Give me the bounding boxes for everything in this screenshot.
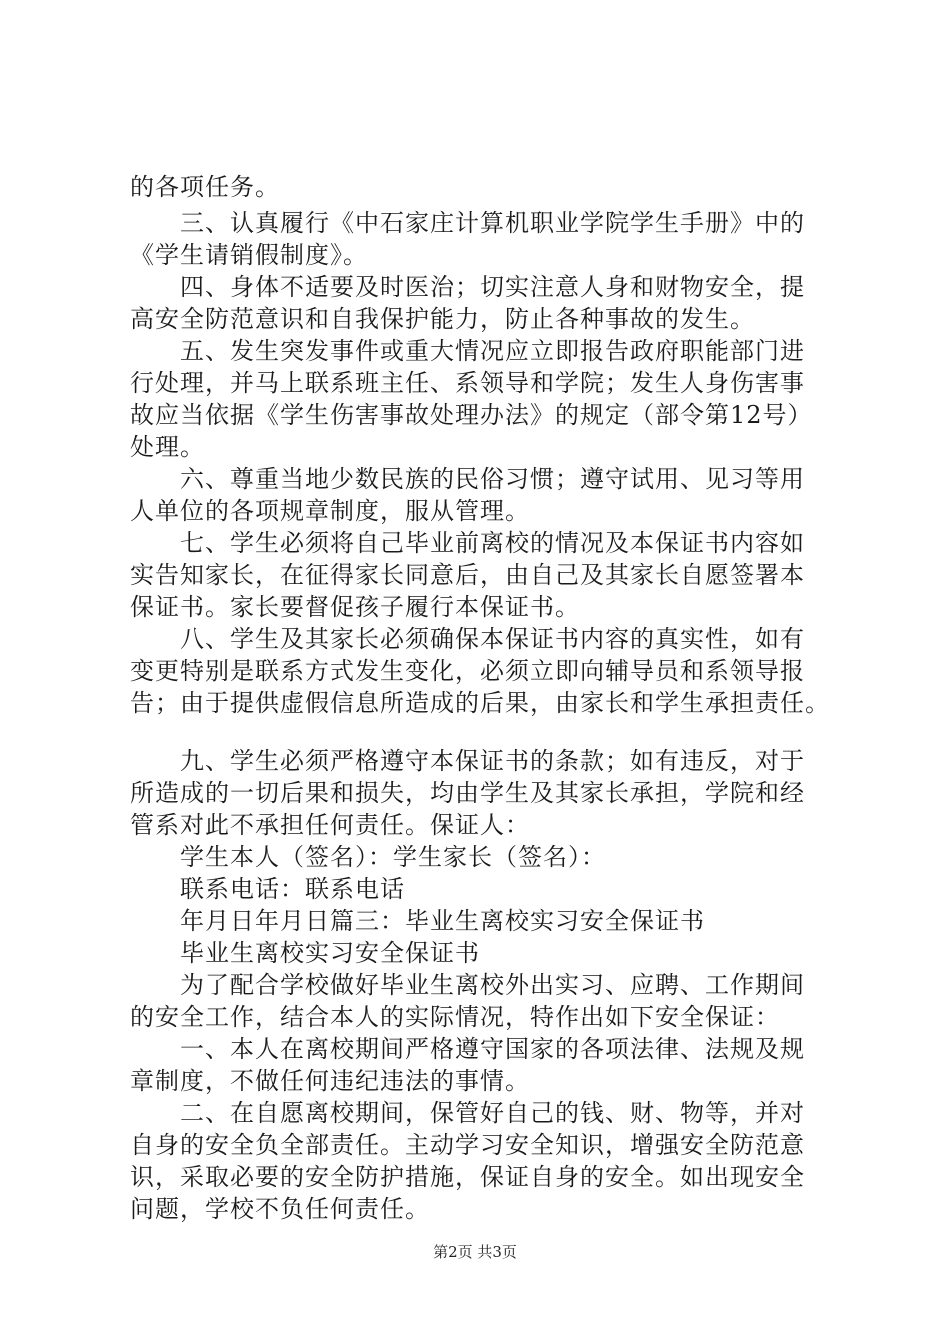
text-line: 处理。 — [130, 433, 205, 461]
text-line: 章制度，不做任何违纪违法的事情。 — [130, 1067, 530, 1095]
text-line: 年月日年月日篇三：毕业生离校实习安全保证书 — [130, 907, 705, 935]
text-line: 自身的安全负全部责任。主动学习安全知识，增强安全防范意 — [130, 1131, 805, 1159]
text-line: 一、本人在离校期间严格遵守国家的各项法律、法规及规 — [130, 1035, 805, 1063]
text-line: 识，采取必要的安全防护措施，保证自身的安全。如出现安全 — [130, 1163, 805, 1191]
text-line: 三、认真履行《中石家庄计算机职业学院学生手册》中的 — [130, 209, 805, 237]
text-line: 学生本人（签名）：学生家长（签名）： — [130, 843, 606, 871]
text-line: 高安全防范意识和自我保护能力，防止各种事故的发生。 — [130, 305, 755, 333]
text-line: 六、尊重当地少数民族的民俗习惯；遵守试用、见习等用 — [130, 465, 805, 493]
text-line: 变更特别是联系方式发生变化，必须立即向辅导员和系领导报 — [130, 657, 805, 685]
text-line: 五、发生突发事件或重大情况应立即报告政府职能部门进 — [130, 337, 805, 365]
text-line: 行处理，并马上联系班主任、系领导和学院；发生人身伤害事 — [130, 369, 805, 397]
text-line: 问题，学校不负任何责任。 — [130, 1195, 430, 1223]
text-line: 故应当依据《学生伤害事故处理办法》的规定（部令第12号） — [130, 401, 813, 429]
text-line: 为了配合学校做好毕业生离校外出实习、应聘、工作期间 — [130, 971, 805, 999]
text-line: 二、在自愿离校期间，保管好自己的钱、财、物等，并对 — [130, 1099, 805, 1127]
text-line: 的安全工作，结合本人的实际情况，特作出如下安全保证： — [130, 1003, 780, 1031]
text-line: 八、学生及其家长必须确保本保证书内容的真实性，如有 — [130, 625, 805, 653]
text-line: 九、学生必须严格遵守本保证书的条款；如有违反，对于 — [130, 747, 805, 775]
page-number-footer: 第2页 共3页 — [433, 1243, 517, 1261]
text-line: 管系对此不承担任何责任。保证人： — [130, 811, 530, 839]
text-line: 人单位的各项规章制度，服从管理。 — [130, 497, 530, 525]
text-line: 联系电话：联系电话 — [130, 875, 405, 903]
text-line: 告；由于提供虚假信息所造成的后果，由家长和学生承担责任。 — [130, 689, 830, 717]
text-line: 的各项任务。 — [130, 173, 280, 201]
text-line: 《学生请销假制度》。 — [130, 241, 368, 269]
text-line: 四、身体不适要及时医治；切实注意人身和财物安全，提 — [130, 273, 805, 301]
text-line: 保证书。家长要督促孩子履行本保证书。 — [130, 593, 580, 621]
text-line: 毕业生离校实习安全保证书 — [130, 939, 480, 967]
text-line: 实告知家长，在征得家长同意后，由自己及其家长自愿签署本 — [130, 561, 805, 589]
text-line: 所造成的一切后果和损失，均由学生及其家长承担，学院和经 — [130, 779, 805, 807]
text-line: 七、学生必须将自己毕业前离校的情况及本保证书内容如 — [130, 529, 805, 557]
